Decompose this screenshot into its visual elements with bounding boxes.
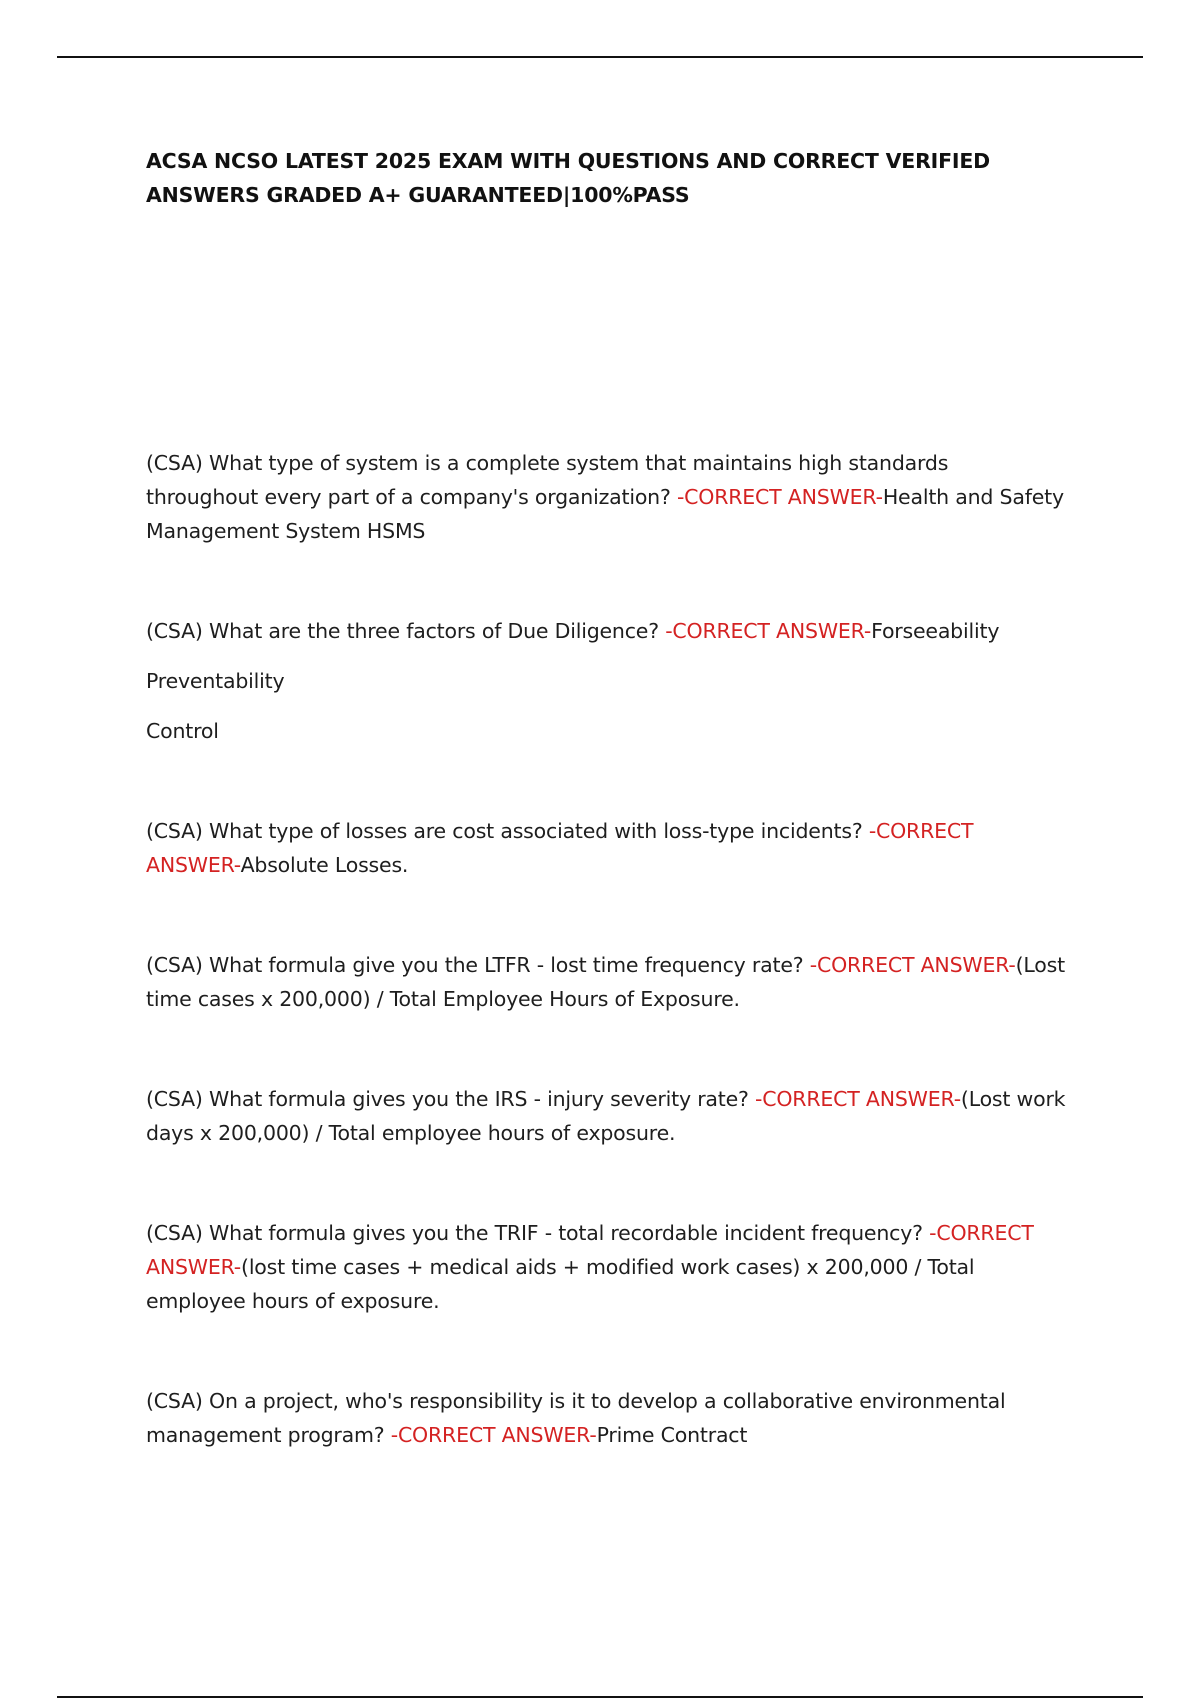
qa-item: [146, 614, 1066, 748]
qa-list: [146, 446, 1066, 1452]
qa-item: [146, 948, 1066, 1016]
answer-text: (Lost work days x 200,000) / Total employee hours of exposure.: [146, 1087, 1066, 1145]
answer-marker: -CORRECT ANSWER-: [755, 1087, 961, 1111]
question-text: (CSA) What formula gives you the TRIF - total recordable incident frequency?: [146, 1221, 930, 1245]
question-text: (CSA) What type of system is a complete system that maintains high standards throughout every part of a company's organization?: [146, 451, 949, 509]
question-text: (CSA) What are the three factors of Due Diligence?: [146, 619, 666, 643]
qa-item: [146, 1216, 1066, 1318]
answer-text: Absolute Losses.: [240, 853, 409, 877]
answer-text: Health and Safety Management System HSMS: [146, 485, 1064, 543]
qa-item: [146, 1384, 1066, 1452]
question-text: (CSA) What formula give you the LTFR - lost time frequency rate?: [146, 953, 810, 977]
answer-marker: -CORRECT ANSWER-: [676, 485, 883, 509]
answer-line: Preventability: [146, 669, 285, 693]
answer-marker: -CORRECT ANSWER-: [665, 619, 872, 643]
qa-item: [146, 446, 1066, 548]
question-text: (CSA) What type of losses are cost associated with loss-type incidents?: [146, 819, 869, 843]
answer-text: (Lost time cases x 200,000) / Total Employee Hours of Exposure.: [146, 953, 1065, 1011]
header-rule: [57, 56, 1143, 58]
footer-rule: [57, 1696, 1143, 1698]
answer-marker: -CORRECT ANSWER-: [390, 1423, 597, 1447]
document-title: ACSA NCSO LATEST 2025 EXAM WITH QUESTIONS AND CORRECT VERIFIED ANSWERS GRADED A+ GUARANTEED|100%PASS: [146, 149, 990, 207]
answer-marker: -CORRECT ANSWER-: [809, 953, 1016, 977]
answer-text: Forseeability: [871, 619, 1000, 643]
question-text: (CSA) What formula gives you the IRS - injury severity rate?: [146, 1087, 756, 1111]
answer-text: (lost time cases + medical aids + modified work cases) x 200,000 / Total employee hours of exposure.: [146, 1255, 975, 1313]
document-body: [146, 144, 1066, 1452]
qa-item: [146, 814, 1066, 882]
qa-item: [146, 1082, 1066, 1150]
answer-marker: -CORRECT ANSWER-: [146, 819, 974, 877]
question-text: (CSA) On a project, who's responsibility is it to develop a collaborative environmental management program?: [146, 1389, 1006, 1447]
answer-marker: -CORRECT ANSWER-: [146, 1221, 1034, 1279]
answer-line: Control: [146, 719, 219, 743]
answer-text: Prime Contract: [596, 1423, 748, 1447]
